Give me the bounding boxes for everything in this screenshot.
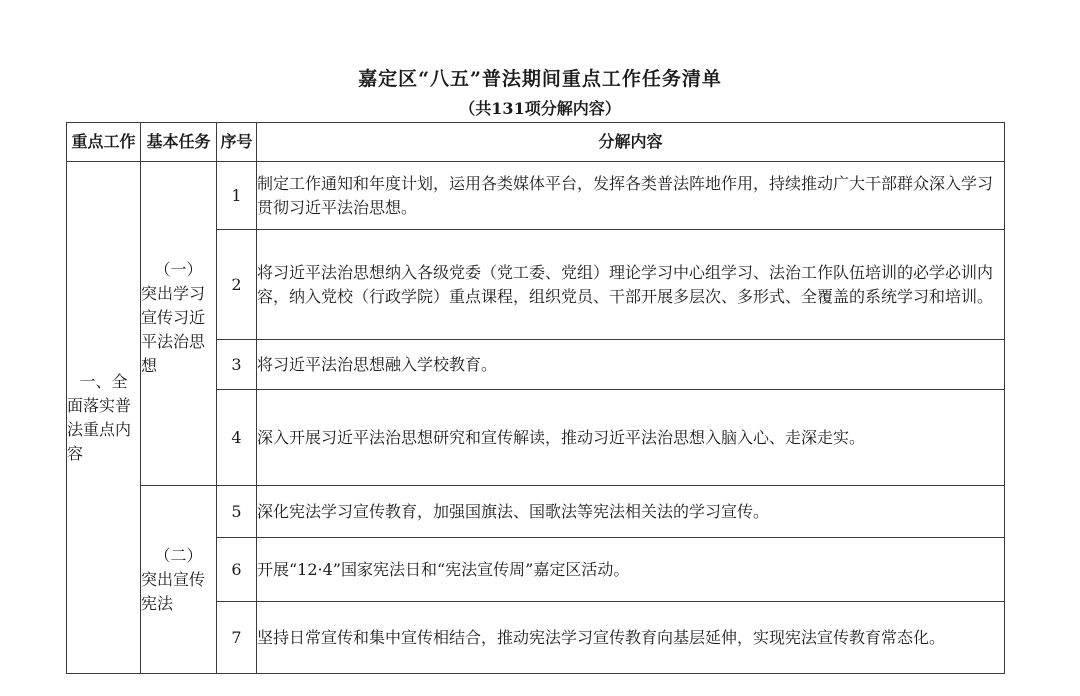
seq-cell: 5 xyxy=(217,486,257,538)
content-cell: 深化宪法学习宣传教育，加强国旗法、国歌法等宪法相关法的学习宣传。 xyxy=(257,486,1005,538)
content-cell: 将习近平法治思想纳入各级党委（党工委、党组）理论学习中心组学习、法治工作队伍培训的必学必训内容，纳入党校（行政学院）重点课程，组织党员、干部开展多层次、多形式、全覆盖的系统学习和培训。 xyxy=(257,230,1005,340)
header-basic-task: 基本任务 xyxy=(141,123,217,162)
basic-task-cell-2 xyxy=(141,486,217,674)
header-content: 分解内容 xyxy=(257,123,1005,162)
seq-cell: 3 xyxy=(217,340,257,390)
content-cell: 坚持日常宣传和集中宣传相结合，推动宪法学习宣传教育向基层延伸，实现宪法宣传教育常态化。 xyxy=(257,602,1005,674)
table-row xyxy=(67,486,1005,538)
seq-cell: 1 xyxy=(217,162,257,230)
key-work-label-rest: 面落实普法重点内容 xyxy=(67,395,132,463)
table-row xyxy=(67,162,1005,230)
seq-cell: 4 xyxy=(217,390,257,486)
basic-task-label: 突出学习宣传习近平法治思想 xyxy=(141,284,206,375)
content-cell: 制定工作通知和年度计划，运用各类媒体平台，发挥各类普法阵地作用，持续推动广大干部群众深入学习贯彻习近平法治思想。 xyxy=(257,162,1005,230)
content-cell: 深入开展习近平法治思想研究和宣传解读，推动习近平法治思想入脑入心、走深走实。 xyxy=(257,390,1005,486)
basic-task-code: （一） xyxy=(154,260,203,279)
seq-cell: 6 xyxy=(217,538,257,602)
basic-task-code: （二） xyxy=(154,545,203,565)
basic-task-cell-1 xyxy=(141,162,217,486)
key-work-label-line1: 一、全 xyxy=(79,371,128,391)
header-key-work: 重点工作 xyxy=(67,123,141,162)
key-work-cell xyxy=(67,162,141,674)
content-cell: 将习近平法治思想融入学校教育。 xyxy=(257,340,1005,390)
task-list-table xyxy=(66,122,1005,674)
seq-cell: 2 xyxy=(217,230,257,340)
seq-cell: 7 xyxy=(217,602,257,674)
document-title: 嘉定区“八五”普法期间重点工作任务清单 xyxy=(358,68,722,90)
table-header-row xyxy=(67,123,1005,162)
basic-task-label: 突出宣传宪法 xyxy=(141,569,206,613)
content-cell: 开展“12·4”国家宪法日和“宪法宣传周”嘉定区活动。 xyxy=(257,538,1005,602)
document-subtitle: （共131项分解内容） xyxy=(459,99,621,118)
header-seq: 序号 xyxy=(217,123,257,162)
